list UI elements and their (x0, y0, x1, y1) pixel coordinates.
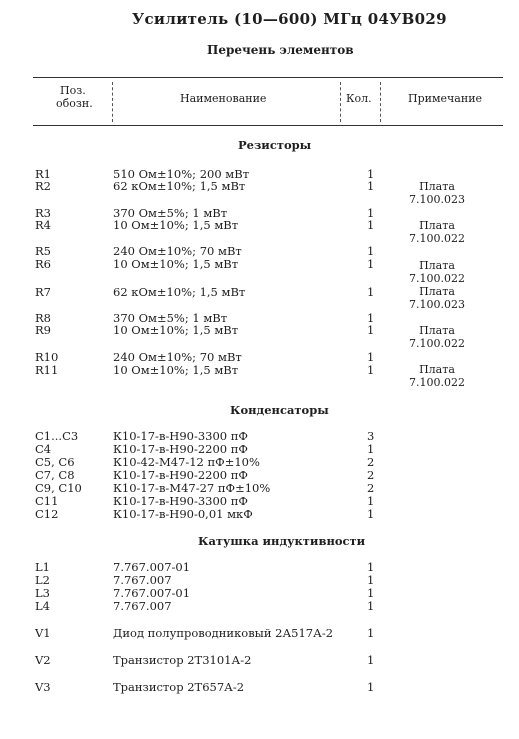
section-title-capacitors: Конденсаторы (230, 403, 329, 417)
column-header-ref-line1: Поз. (60, 84, 86, 97)
note-line: Плата (419, 285, 455, 298)
table-row-ref: V3 (35, 680, 51, 694)
table-row-name: Транзистор 2Т3101А-2 (113, 653, 252, 667)
table-row-qty: 1 (367, 363, 375, 377)
table-row-qty: 1 (367, 494, 375, 508)
table-row-ref: R7 (35, 285, 51, 299)
note-line: Плата (419, 259, 455, 272)
table-row-name: 7.767.007-01 (113, 560, 191, 574)
table-row-ref: R6 (35, 257, 51, 271)
table-row-ref: V1 (35, 626, 51, 640)
table-row-qty: 1 (367, 442, 375, 456)
table-row-name: К10-42-М47-12 пФ±10% (113, 455, 260, 469)
page-title: Усилитель (10—600) МГц 04УВ029 (132, 10, 447, 28)
table-row-name: 7.767.007 (113, 599, 172, 613)
note-cell (382, 219, 492, 245)
table-row-qty: 1 (367, 323, 375, 337)
note-cell (382, 363, 492, 389)
table-row-ref: V2 (35, 653, 51, 667)
table-row-name: 10 Ом±10%; 1,5 мВт (113, 218, 239, 232)
table-row-name: 10 Ом±10%; 1,5 мВт (113, 363, 239, 377)
table-row-qty: 1 (367, 218, 375, 232)
table-row-name: 240 Ом±10%; 70 мВт (113, 350, 242, 364)
table-row-ref: L3 (35, 586, 50, 600)
table-row-ref: R10 (35, 350, 59, 364)
table-row-ref: C4 (35, 442, 52, 456)
table-row-name: 370 Ом±5%; 1 мВт (113, 206, 228, 220)
table-row-ref: R2 (35, 179, 51, 193)
page-subtitle: Перечень элементов (207, 43, 354, 57)
column-divider (112, 82, 113, 122)
note-cell (382, 259, 492, 285)
table-row-qty: 1 (367, 244, 375, 258)
note-line: Плата (419, 219, 455, 232)
table-row-qty: 1 (367, 680, 375, 694)
column-divider (380, 82, 381, 122)
note-line: 7.100.022 (409, 337, 465, 350)
table-row-ref: R3 (35, 206, 51, 220)
table-row-qty: 1 (367, 560, 375, 574)
table-row-ref: C12 (35, 507, 59, 521)
table-row-qty: 1 (367, 206, 375, 220)
table-row-ref: L2 (35, 573, 50, 587)
table-row-name: К10-17-в-М47-27 пФ±10% (113, 481, 271, 495)
column-header-name: Наименование (180, 92, 267, 105)
header-bottom-rule (33, 125, 503, 126)
table-row-ref: C11 (35, 494, 59, 508)
note-line: Плата (419, 324, 455, 337)
note-line: 7.100.023 (409, 193, 465, 206)
table-row-name: К10-17-в-Н90-3300 пФ (113, 494, 248, 508)
table-row-qty: 2 (367, 455, 375, 469)
note-cell (382, 324, 492, 350)
table-row-qty: 1 (367, 167, 375, 181)
table-row-name: К10-17-в-Н90-0,01 мкФ (113, 507, 253, 521)
note-line: 7.100.022 (409, 272, 465, 285)
table-row-ref: C9, C10 (35, 481, 82, 495)
table-row-qty: 3 (367, 429, 375, 443)
table-row-name: 7.767.007-01 (113, 586, 191, 600)
note-line: 7.100.022 (409, 232, 465, 245)
table-row-qty: 1 (367, 626, 375, 640)
table-row-ref: R5 (35, 244, 51, 258)
table-row-name: 240 Ом±10%; 70 мВт (113, 244, 242, 258)
table-row-qty: 2 (367, 468, 375, 482)
table-row-ref: C5, C6 (35, 455, 75, 469)
note-line: 7.100.023 (409, 298, 465, 311)
table-row-name: Диод полупроводниковый 2А517А-2 (113, 626, 334, 640)
column-header-note: Примечание (408, 92, 483, 105)
note-line: 7.100.022 (409, 376, 465, 389)
table-row-ref: R9 (35, 323, 51, 337)
table-row-name: 370 Ом±5%; 1 мВт (113, 311, 228, 325)
table-row-name: 10 Ом±10%; 1,5 мВт (113, 323, 239, 337)
header-top-rule (33, 77, 503, 78)
table-row-qty: 2 (367, 481, 375, 495)
table-row-ref: C7, C8 (35, 468, 75, 482)
note-line: Плата (419, 180, 455, 193)
table-row-name: К10-17-в-Н90-2200 пФ (113, 468, 248, 482)
section-title-inductors: Катушка индуктивности (198, 534, 366, 548)
column-header-qty: Кол. (346, 92, 372, 105)
table-row-name: 7.767.007 (113, 573, 172, 587)
table-row-qty: 1 (367, 573, 375, 587)
column-header-ref-line2: обозн. (56, 97, 93, 110)
table-row-qty: 1 (367, 586, 375, 600)
table-row-name: 62 кОм±10%; 1,5 мВт (113, 285, 246, 299)
table-row-name: 10 Ом±10%; 1,5 мВт (113, 257, 239, 271)
table-row-ref: R1 (35, 167, 51, 181)
note-cell (382, 285, 492, 311)
column-divider (340, 82, 341, 122)
table-row-ref: R4 (35, 218, 51, 232)
table-row-qty: 1 (367, 350, 375, 364)
table-row-ref: C1...C3 (35, 429, 79, 443)
table-row-qty: 1 (367, 179, 375, 193)
table-row-ref: R8 (35, 311, 51, 325)
table-row-ref: L4 (35, 599, 50, 613)
note-line: Плата (419, 363, 455, 376)
section-title-resistors: Резисторы (238, 138, 312, 152)
table-row-name: 510 Ом±10%; 200 мВт (113, 167, 250, 181)
table-row-qty: 1 (367, 311, 375, 325)
table-row-name: 62 кОм±10%; 1,5 мВт (113, 179, 246, 193)
table-row-qty: 1 (367, 285, 375, 299)
table-row-qty: 1 (367, 653, 375, 667)
note-cell (382, 180, 492, 206)
table-row-name: Транзистор 2Т657А-2 (113, 680, 245, 694)
table-row-name: К10-17-в-Н90-3300 пФ (113, 429, 248, 443)
table-row-name: К10-17-в-Н90-2200 пФ (113, 442, 248, 456)
table-row-qty: 1 (367, 599, 375, 613)
table-row-qty: 1 (367, 507, 375, 521)
table-row-ref: L1 (35, 560, 50, 574)
table-row-qty: 1 (367, 257, 375, 271)
table-row-ref: R11 (35, 363, 59, 377)
